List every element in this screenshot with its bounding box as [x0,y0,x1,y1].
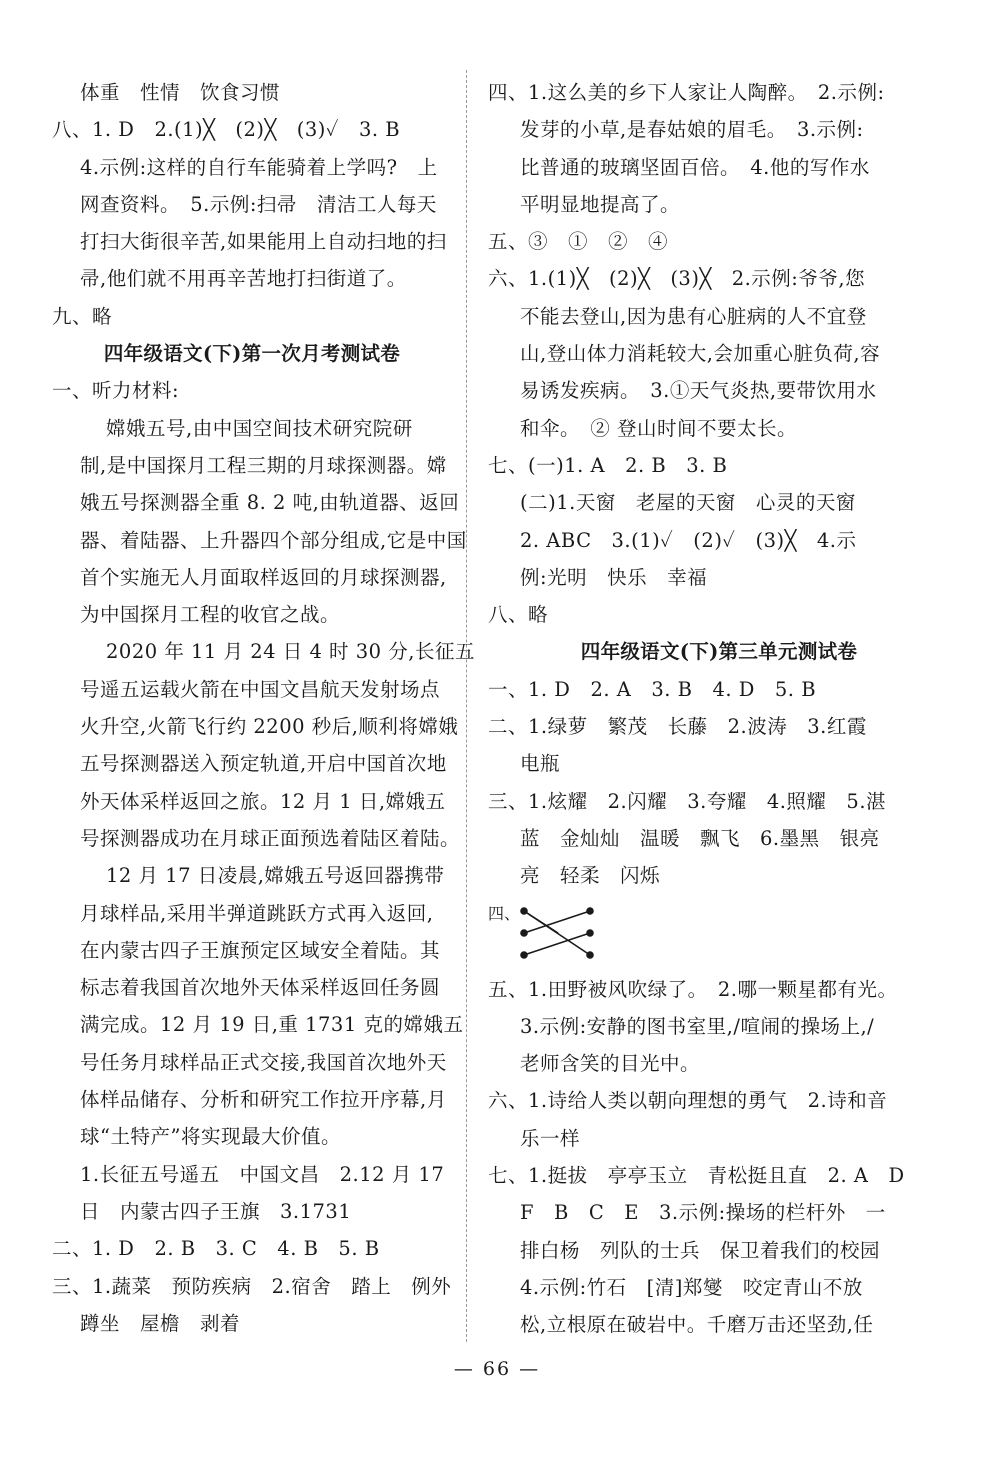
text-line: 体重 性情 饮食习惯 [80,81,281,104]
text-line: 和伞。 ② 登山时间不要太长。 [520,416,797,440]
text-line: 老师含笑的目光中。 [520,1052,701,1076]
text-line: 嫦娥五号,由中国空间技术研究院研 [106,416,413,440]
text-line: 2. ABC 3.(1)✓ (2)✓ (3)╳ 4.示 [520,528,857,552]
text-line: 帚,他们就不用再辛苦地打扫街道了。 [80,267,407,291]
text-line: 4.示例:竹石 [清]郑燮 咬定青山不放 [520,1275,863,1299]
text-line: 4.示例:这样的自行车能骑着上学吗? 上 [80,155,438,179]
text-line: 乐一样 [520,1126,581,1150]
text-line: 外天体采样返回之旅。12 月 1 日,嫦娥五 [80,789,446,813]
matching-label: 四、 [488,903,521,923]
text-line: 不能去登山,因为患有心脏病的人不宜登 [520,304,867,328]
text-line: 首个实施无人月面取样返回的月球探测器, [80,565,447,589]
text-line: 球“土特产”将实现最大价值。 [80,1125,341,1149]
text-line: 娥五号探测器全重 8. 2 吨,由轨道器、返回 [80,491,460,515]
text-line: 制,是中国探月工程三期的月球探测器。嫦 [80,453,447,477]
text-line: 比普通的玻璃坚固百倍。 4.他的写作水 [520,155,870,179]
text-line: 蓝 金灿灿 温暖 飘飞 6.墨黑 银亮 [520,826,880,850]
text-line: 七、1.挺拔 亭亭玉立 青松挺且直 2. A D [488,1164,905,1188]
text-line: 号任务月球样品正式交接,我国首次地外天 [80,1050,447,1074]
text-line: 号探测器成功在月球正面预选着陆区着陆。 [80,826,461,850]
text-line: 1.长征五号遥五 中国文昌 2.12 月 17 [80,1162,445,1186]
text-line: 标志着我国首次地外天体采样返回任务圆 [80,976,441,1000]
text-line: 体样品储存、分析和研究工作拉开序幕,月 [80,1088,447,1112]
text-line: 在内蒙古四子王旗预定区域安全着陆。其 [80,938,441,962]
text-line: 五、1.田野被风吹绿了。 2.哪一颗星都有光。 [488,977,898,1001]
text-line: 电瓶 [520,752,561,776]
text-line: 网查资料。 5.示例:扫帚 清洁工人每天 [80,192,437,216]
right-column [488,74,905,1344]
text-line: 五、③ ① ② ④ [488,230,669,254]
text-line: 蹲坐 屋檐 剥着 [80,1311,241,1335]
text-line: 二、1. D 2. B 3. C 4. B 5. B [52,1237,380,1261]
page-number: — 66 — [453,1358,541,1380]
text-line: 易诱发疾病。 3.①天气炎热,要带饮用水 [520,379,877,403]
right-block-a [488,74,898,895]
text-line: 器、着陆器、上升器四个部分组成,它是中国 [80,528,467,552]
text-line: 三、1.蔬菜 预防疾病 2.宿舍 踏上 例外 [52,1274,452,1298]
text-line: 满完成。12 月 19 日,重 1731 克的嫦娥五 [80,1013,464,1037]
text-line: 松,立根原在破岩中。千磨万击还坚劲,任 [520,1313,874,1337]
text-line: 发芽的小草,是春姑娘的眉毛。 3.示例: [520,118,864,142]
text-line: 号遥五运载火箭在中国文昌航天发射场点 [80,677,441,701]
text-line: 八、1. D 2.(1)╳ (2)╳ (3)✓ 3. B [52,118,401,142]
text-line: 三、1.炫耀 2.闪耀 3.夸耀 4.照耀 5.湛 [488,789,887,813]
text-line: 九、略 [52,304,113,328]
text-line: 亮 轻柔 闪烁 [520,864,661,888]
text-line: 2020 年 11 月 24 日 4 时 30 分,长征五 [106,640,475,664]
text-line: 一、听力材料: [52,379,180,403]
text-line: 七、(一)1. A 2. B 3. B [488,453,728,477]
text-line: 山,登山体力消耗较大,会加重心脏负荷,容 [520,342,881,366]
text-line: (二)1.天窗 老屋的天窗 心灵的天窗 [520,491,856,515]
text-line: 八、略 [488,603,549,627]
text-line: 六、1.(1)╳ (2)╳ (3)╳ 2.示例:爷爷,您 [488,267,866,291]
text-line: 四年级语文(下)第三单元测试卷 [580,640,858,664]
column-divider [466,70,467,1342]
text-line: F B C E 3.示例:操场的栏杆外 一 [520,1201,886,1225]
matching-lines-diagram [518,905,598,961]
text-line: 3.示例:安静的图书室里,/喧闹的操场上,/ [520,1014,875,1038]
right-block-b [488,971,905,1344]
text-line: 四、1.这么美的乡下人家让人陶醉。 2.示例: [488,81,885,104]
text-line: 平明显地提高了。 [520,192,681,216]
text-line: 五号探测器送入预定轨道,开启中国首次地 [80,752,447,776]
text-line: 月球样品,采用半弹道跳跃方式再入返回, [80,901,434,925]
text-line: 一、1. D 2. A 3. B 4. D 5. B [488,677,817,701]
left-column [52,74,475,1342]
text-line: 二、1.绿萝 繁茂 长藤 2.波涛 3.红霞 [488,715,867,739]
text-line: 四年级语文(下)第一次月考测试卷 [103,342,401,366]
matching-exercise [488,895,898,971]
text-line: 排白杨 列队的士兵 保卫着我们的校园 [520,1238,881,1262]
text-line: 日 内蒙古四子王旗 3.1731 [80,1199,352,1223]
text-line: 12 月 17 日凌晨,嫦娥五号返回器携带 [106,864,445,888]
text-line: 为中国探月工程的收官之战。 [80,603,341,627]
text-line: 打扫大街很辛苦,如果能用上自动扫地的扫 [80,230,447,254]
text-line: 六、1.诗给人类以朝向理想的勇气 2.诗和音 [488,1089,888,1113]
text-line: 火升空,火箭飞行约 2200 秒后,顺利将嫦娥 [80,715,459,739]
text-line: 例:光明 快乐 幸福 [520,565,708,589]
